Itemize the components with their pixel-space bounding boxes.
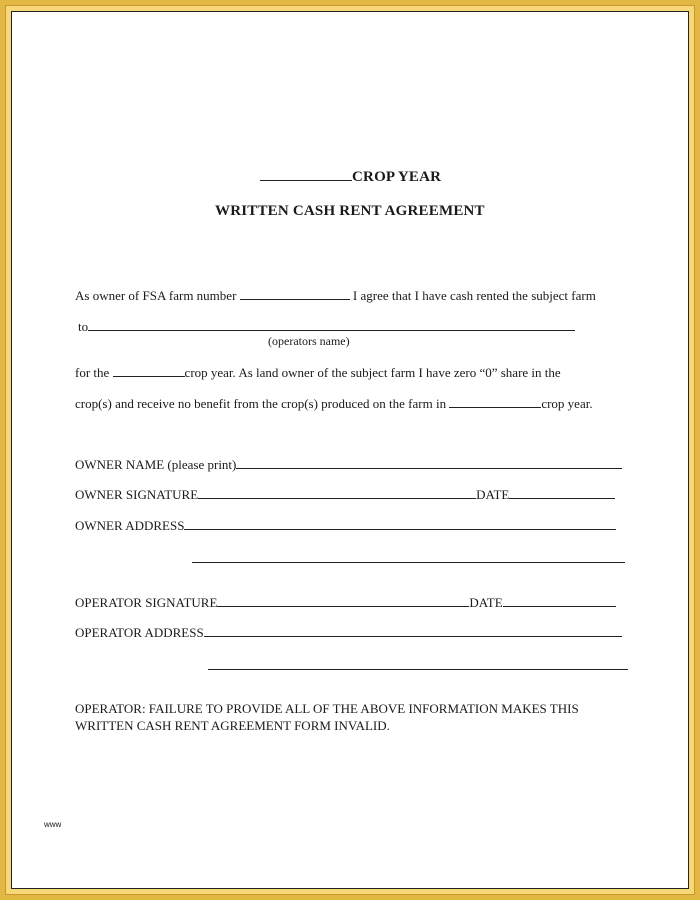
body-line-3-end: crop year. As land owner of the subject farm I have zero “0” share in the [184,365,561,380]
operators-name-caption: (operators name) [268,334,350,348]
footer-mark: www [44,820,62,829]
body-line-4-end: crop year. [541,396,593,411]
owner-name-line[interactable] [236,456,622,469]
owner-signature-label: OWNER SIGNATURE [75,487,199,502]
owner-signature-line[interactable] [198,486,476,499]
owner-name-label: OWNER NAME (please print) [75,457,237,472]
notice-line-1: OPERATOR: FAILURE TO PROVIDE ALL OF THE ABOVE INFORMATION MAKES THIS [75,701,579,716]
owner-address-row [75,517,616,534]
operator-date-label: DATE [469,595,503,610]
owner-signature-row [75,486,615,503]
operator-date-line[interactable] [503,594,616,607]
body-line-3-start: for the [75,365,110,380]
crop-year-label: CROP YEAR [352,169,442,185]
operator-signature-row [75,594,616,611]
crop-year-blank-2[interactable] [113,364,185,377]
body-line-1 [75,287,596,304]
notice-line-2: WRITTEN CASH RENT AGREEMENT FORM INVALID. [75,718,390,733]
owner-date-line[interactable] [509,486,615,499]
document-title: WRITTEN CASH RENT AGREEMENT [215,203,485,219]
body-line-4 [75,395,593,412]
owner-date-label: DATE [476,487,510,502]
operator-signature-line[interactable] [217,594,469,607]
operator-address-line-2[interactable] [208,669,628,670]
crop-year-heading [260,168,441,185]
owner-name-row [75,456,622,473]
owner-address-label: OWNER ADDRESS [75,518,185,533]
body-line-4-start: crop(s) and receive no benefit from the crop(s) produced on the farm in [75,396,447,411]
farm-number-blank[interactable] [240,287,350,300]
body-line-1-end: I agree that I have cash rented the subject farm [352,288,596,303]
owner-address-line-2[interactable] [192,562,625,563]
document-page [11,11,689,889]
operator-address-row [75,624,622,641]
owner-address-line-1[interactable] [184,517,616,530]
to-label: to [78,319,89,334]
body-line-3 [75,364,561,381]
operator-name-blank[interactable] [88,318,575,331]
body-line-1-start: As owner of FSA farm number [75,288,237,303]
farm-crop-year-blank[interactable] [449,395,541,408]
operator-address-line-1[interactable] [204,624,622,637]
operator-signature-label: OPERATOR SIGNATURE [75,595,218,610]
operator-address-label: OPERATOR ADDRESS [75,625,204,640]
crop-year-blank[interactable] [260,168,352,181]
